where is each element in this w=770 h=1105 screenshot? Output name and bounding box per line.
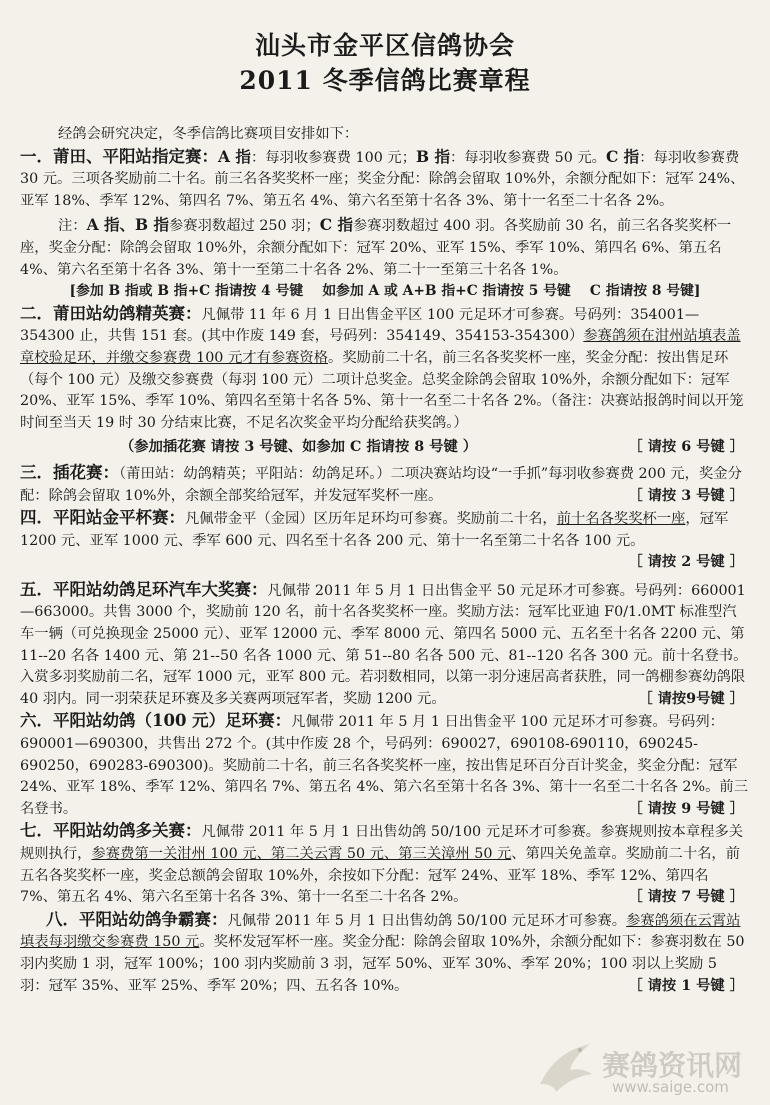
section-5-key: ［ 请按9号键 ］ <box>638 690 744 707</box>
section-2 <box>20 303 750 435</box>
section-7-text2: 、第四关免盖章。奖励前二十名，前五名各奖奖杯一座，奖金总额鸽会留取 10%外，余按如下分配：冠军 24%、亚军 18%、季军 12%、第四名 7%、第五名 4%、第六名至第十名各 3%、第十一名至二十名各 2%。 <box>20 846 741 906</box>
section-1-b-text: ：每羽收参赛费 50 元。 <box>450 149 606 166</box>
section-1-a-text: ：每羽收参赛费 100 元； <box>250 149 416 166</box>
section-7-underlined: 参赛费第一关泔州 100 元、第二关云霄 50 元、第三关漳州 50 元 <box>91 846 512 862</box>
section-3-heading: 三．插花赛： <box>20 462 119 482</box>
section-4-heading: 四．平阳站金平杯赛： <box>20 508 185 528</box>
section-7-text1: 凡佩带 2011 年 5 月 1 日出售幼鸽 50/100 元足环才可参赛。参赛规则按本章程多关规则执行， <box>20 824 744 862</box>
section-4-underlined: 前十名各奖奖杯一座 <box>556 511 686 528</box>
section-8-text1: 凡佩带 2011 年 5 月 1 日出售幼鸽 50/100 元足环才可参赛。 <box>227 912 627 929</box>
section-6 <box>20 710 750 820</box>
section-1-note-c: C 指 <box>319 215 354 235</box>
section-2-underlined: 参赛鸽须在泔州站填表盖章校验足环，并缴交参赛费 100 元才有参赛资格 <box>20 328 741 366</box>
regulation-body <box>20 124 750 997</box>
section-7 <box>20 820 750 908</box>
section-8 <box>20 909 750 997</box>
section-8-key: ［ 请按 1 号键 ］ <box>628 977 744 994</box>
section-1-b-label: B 指 <box>416 146 450 166</box>
section-1-note-text1: 参赛羽数超过 250 羽； <box>169 218 320 235</box>
intro-text: 经鸽会研究决定，冬季信鸽比赛项目安排如下： <box>58 126 359 142</box>
section-5-text: 凡佩带 2011 年 5 月 1 日出售金平 50 元足环才可参赛。号码列：660001—663000。共售 3000 个，奖励前 120 名，前十名各奖奖杯一座。奖励方法：冠军比亚迪 F0/1.0MT 标准型汽车一辆（可兑换现金 25000 元）、亚军 12000 元、季军 8000 元、第四名 5000 元、五名至十名各 2200 元、第 11--20 名各 1400 元、第 21--50 名各 1000 元、第 51--80 名各 500 元、81--120 名各 300 元。前十名登书。入赏多羽奖励前二名，冠军 1000 元，亚军 800 元。若羽数相同，以第一羽分速居高者获胜，同一鸽棚参赛幼鸽限 40 羽内。同一羽荣获足环赛及多关赛两项冠军者，奖励 1200 元。 <box>20 582 748 707</box>
section-3 <box>20 462 750 507</box>
section-6-heading: 六．平阳站幼鸽（100 元）足环赛： <box>20 711 292 731</box>
section-2-text2: 。奖励前二十名，前三名各奖奖杯一座，奖金分配：按出售足环（每个 100 元）及缴交参赛费（每羽 100 元）二项计总奖金。总奖金除鸽会留取 10%外，余额分配如下：冠军 20%、亚军 15%、季军 10%、第四名至第十名各 5%、第十一名至二十名各 2%。（备注：决赛站报鸽时间以开笼时间至当天 19 时 30 分结束比赛，不足名次奖金平均分配给获奖鸽。） <box>20 349 744 431</box>
section-4-text2: ，冠军 1200 元、亚军 1000 元、季军 600 元、四名至十名各 200 元、第十一名至第二十名各 100 元。 <box>20 511 729 549</box>
section-1-heading: 一．莆田、平阳站指定赛： <box>20 146 218 166</box>
section-1-note <box>20 214 750 281</box>
pigeon-logo-icon <box>534 1040 598 1096</box>
section-5-heading: 五．平阳站幼鸽足环汽车大奖赛： <box>20 579 268 599</box>
section-3-text: （莆田站：幼鸽精英；平阳站：幼鸽足环。）二项决赛站均设“一手抓”每羽收参赛费 200 元，奖金分配：除鸽会留取 10%外，余额全部奖给冠军，并发冠军奖杯一座。 <box>20 465 742 504</box>
section-8-heading: 八．平阳站幼鸽争霸赛： <box>46 909 228 929</box>
section-7-key: ［ 请按 7 号键 ］ <box>628 889 744 906</box>
section-1 <box>20 146 750 213</box>
watermark <box>534 1040 764 1100</box>
section-6-key: ［ 请按 9 号键 ］ <box>628 800 744 817</box>
section-2-text1: 凡佩带 11 年 6 月 1 日出售金平区 100 元足环才可参赛。号码列：354001—354300 止，共售 151 套。(其中作废 149 套，号码列：354149、354153-354300） <box>20 306 700 345</box>
section-6-text: 凡佩带 2011 年 5 月 1 日出售金平 100 元足环才可参赛。号码列：690001—690300，共售出 272 个。(其中作废 28 个，号码列：690027，690108-690110，690245-690250，690283-690300)。奖励前二十名，前三名各奖奖杯一座，按出售足环百分百计奖金，奖金分配：冠军 24%、亚军 18%、季军 12%、第四名 7%、第五名 4%、第六名至第十名各 3%、第十一名至二十名各 2%。前三名登书。 <box>20 714 749 817</box>
section-1-c-text: ：每羽收参赛费 30 元。三项各奖励前二十名。前三名各奖奖杯一座；奖金分配：除鸽会留取 10%外，余额分配如下：冠军 24%、亚军 18%、季军 12%、第四名 7%、第五名 4%、第六名至第十名各 3%、第十一名至二十名各 2%。 <box>20 149 745 209</box>
section-2-key-row <box>20 437 750 459</box>
section-4-key: ［ 请按 2 号键 ］ <box>628 554 744 571</box>
section-4-text1: 凡佩带金平（金园）区历年足环均可参赛。奖励前二十名， <box>185 511 557 528</box>
watermark-url: www.saige.com <box>612 1078 729 1096</box>
section-1-key-instructions: [参加 B 指或 B 指+C 指请按 4 号键 如参加 A 或 A+B 指+C 指请按 5 号键 C 指请按 8 号键] <box>69 283 701 300</box>
section-1-note-lead: 注： <box>58 218 87 235</box>
title-block <box>0 28 770 98</box>
watermark-name: 赛鸽资讯网 <box>602 1049 743 1082</box>
section-2-key: ［ 请按 6 号键 ］ <box>628 439 744 456</box>
page-subtitle: 2011 冬季信鸽比赛章程 <box>239 66 531 95</box>
section-2-keys-left: （参加插花赛 请按 3 号键、如参加 C 指请按 8 号键 ） <box>120 439 478 456</box>
section-8-text2: 。奖杯发冠军杯一座。奖金分配：除鸽会留取 10%外，余额分配如下：参赛羽数在 50 羽内奖励 1 羽，冠军 100%；100 羽内奖励前 3 羽，冠军 50%、亚军 30%、季军 20%；100 羽以上奖励 5 羽：冠军 35%、亚军 25%、季军 20%；四、五名各 10%。 <box>20 934 745 994</box>
section-5 <box>20 579 750 711</box>
section-2-heading: 二．莆田站幼鸽精英赛： <box>20 303 202 323</box>
section-3-key: ［ 请按 3 号键 ］ <box>628 487 744 504</box>
section-1-a-label: A 指 <box>218 146 251 166</box>
section-1-note-ab: A 指、B 指 <box>86 215 170 235</box>
section-8-underlined: 参赛鸽须在云霄站填表每羽缴交参赛费 150 元 <box>20 912 741 951</box>
page-title: 汕头市金平区信鸽协会 <box>254 31 515 60</box>
section-4 <box>20 507 750 552</box>
section-1-note-text2: 参赛羽数超过 400 羽。各奖励前 30 名，前三名各奖奖杯一座，奖金分配：除鸽会留取 10%外，余额分配如下：冠军 20%、亚军 15%、季军 10%、第四名 6%、第五名 4%、第六名至第十名各 3%、第十一至第二十名各 2%、第二十一至第三十名各 1%。 <box>20 218 732 278</box>
section-1-c-label: C 指 <box>605 146 640 166</box>
section-7-heading: 七．平阳站幼鸽多关赛： <box>20 821 202 841</box>
